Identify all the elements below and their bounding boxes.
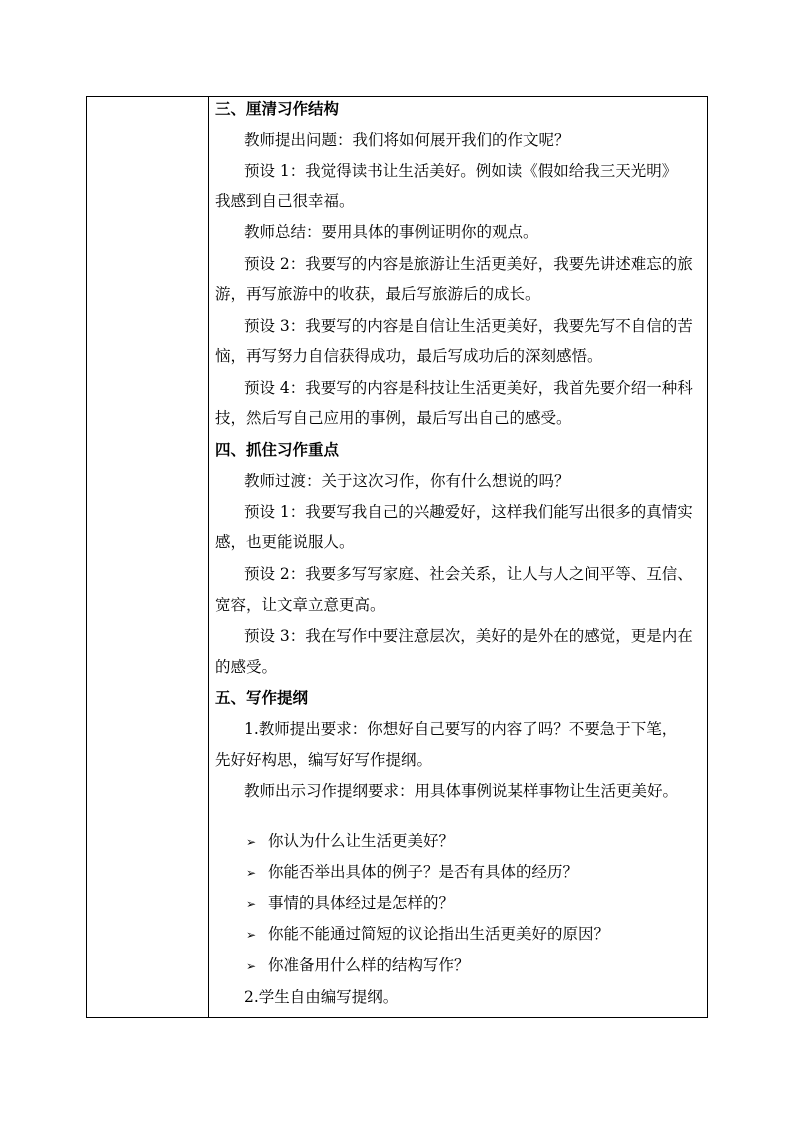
arrowhead-bullet-icon: ➢: [246, 897, 257, 911]
list-item: ➢ 你能否举出具体的例子？是否有具体的经历？: [246, 863, 579, 881]
section-heading-5: 五、写作提纲: [215, 688, 309, 707]
text-line: 宽容，让文章立意更高。: [215, 596, 386, 614]
arrowhead-bullet-icon: ➢: [246, 928, 257, 942]
text-line: 1.教师提出要求：你想好自己要写的内容了吗？不要急于下笔，: [244, 720, 678, 738]
text-line: 预设 3：我要写的内容是自信让生活更美好，我要先写不自信的苦: [244, 317, 693, 335]
list-item: ➢ 你能不能通过简短的议论指出生活更美好的原因？: [246, 925, 610, 943]
text-line: 技，然后写自己应用的事例，最后写出自己的感受。: [215, 409, 572, 427]
arrowhead-bullet-icon: ➢: [246, 959, 257, 973]
list-item: ➢ 事情的具体经过是怎样的？: [246, 894, 455, 912]
section-heading-4: 四、抓住习作重点: [215, 440, 340, 459]
text-line: 预设 2：我要多写写家庭、社会关系，让人与人之间平等、互信、: [244, 565, 693, 583]
lesson-table: [86, 96, 708, 1018]
text-line: 教师过渡：关于这次习作，你有什么想说的吗？: [244, 472, 570, 490]
text-line: 预设 1：我觉得读书让生活美好。例如读《假如给我三天光明》: [244, 162, 678, 180]
arrowhead-bullet-icon: ➢: [246, 866, 257, 880]
text-line: 教师提出问题：我们将如何展开我们的作文呢？: [244, 131, 570, 149]
text-line: 感，也更能说服人。: [215, 533, 355, 551]
text-line: 预设 2：我要写的内容是旅游让生活更美好，我要先讲述难忘的旅: [244, 255, 693, 273]
text-line: 预设 1：我要写我自己的兴趣爱好，这样我们能写出很多的真情实: [244, 503, 693, 521]
text-line: 恼，再写努力自信获得成功，最后写成功后的深刻感悟。: [215, 347, 603, 365]
text-line: 教师总结：要用具体的事例证明你的观点。: [244, 223, 539, 241]
text-line: 先好好构思，编写好写作提纲。: [215, 751, 433, 769]
text-line: 我感到自己很幸福。: [215, 192, 355, 210]
text-line: 预设 3：我在写作中要注意层次，美好的是外在的感觉，更是内在: [244, 627, 693, 645]
arrowhead-bullet-icon: ➢: [246, 835, 257, 849]
section-heading-3: 三、厘清习作结构: [215, 99, 340, 118]
text-line: 游，再写旅游中的收获，最后写旅游后的成长。: [215, 285, 541, 303]
list-item: ➢ 你认为什么让生活更美好？: [246, 832, 455, 850]
text-line: 2.学生自由编写提纲。: [244, 988, 399, 1006]
column-divider: [208, 97, 209, 1017]
text-line: 预设 4：我要写的内容是科技让生活更美好，我首先要介绍一种科: [244, 379, 693, 397]
text-line: 的感受。: [215, 658, 278, 676]
list-item: ➢ 你准备用什么样的结构写作？: [246, 956, 470, 974]
text-line: 教师出示习作提纲要求：用具体事例说某样事物让生活更美好。: [244, 782, 679, 800]
